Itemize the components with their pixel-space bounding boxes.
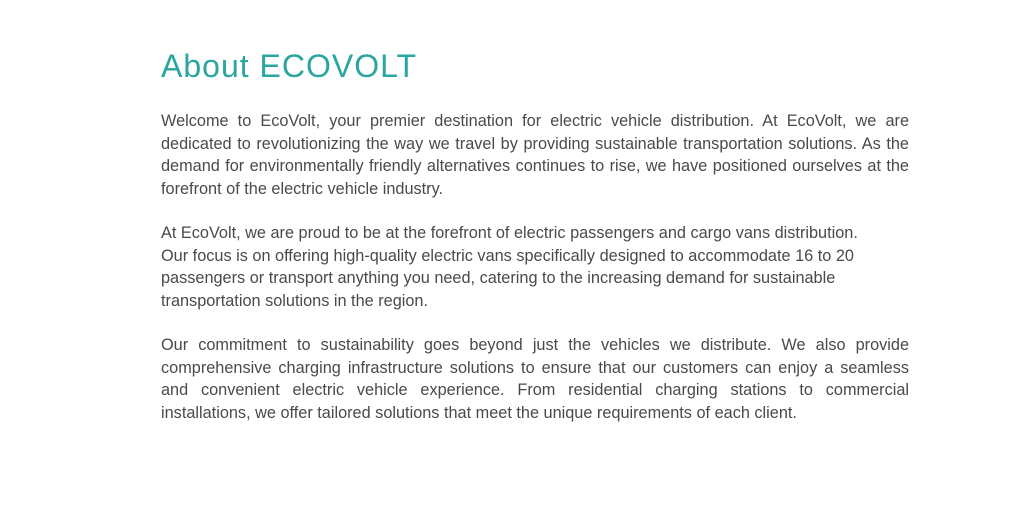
page-title: About ECOVOLT <box>161 48 418 84</box>
focus-paragraph: At EcoVolt, we are proud to be at the forefront of electric passengers and cargo vans distribution. Our focus is on offering high-quality electric vans specifically designed to accommodate 16 to 20 passengers or transport anything you need, catering to the increasing demand for sustainable transportation solutions in the region. <box>161 224 858 310</box>
about-section <box>161 46 909 424</box>
intro-paragraph: Welcome to EcoVolt, your premier destination for electric vehicle distribution. At EcoVolt, we are dedicated to revolutionizing the way we travel by providing sustainable transportation solutions. As the demand for environmentally friendly alternatives continues to rise, we have positioned ourselves at the forefront of the electric vehicle industry. <box>161 112 909 198</box>
commitment-paragraph: Our commitment to sustainability goes beyond just the vehicles we distribute. We also provide comprehensive charging infrastructure solutions to ensure that our customers can enjoy a seamless and convenient electric vehicle experience. From residential charging stations to commercial installations, we offer tailored solutions that meet the unique requirements of each client. <box>161 336 909 422</box>
